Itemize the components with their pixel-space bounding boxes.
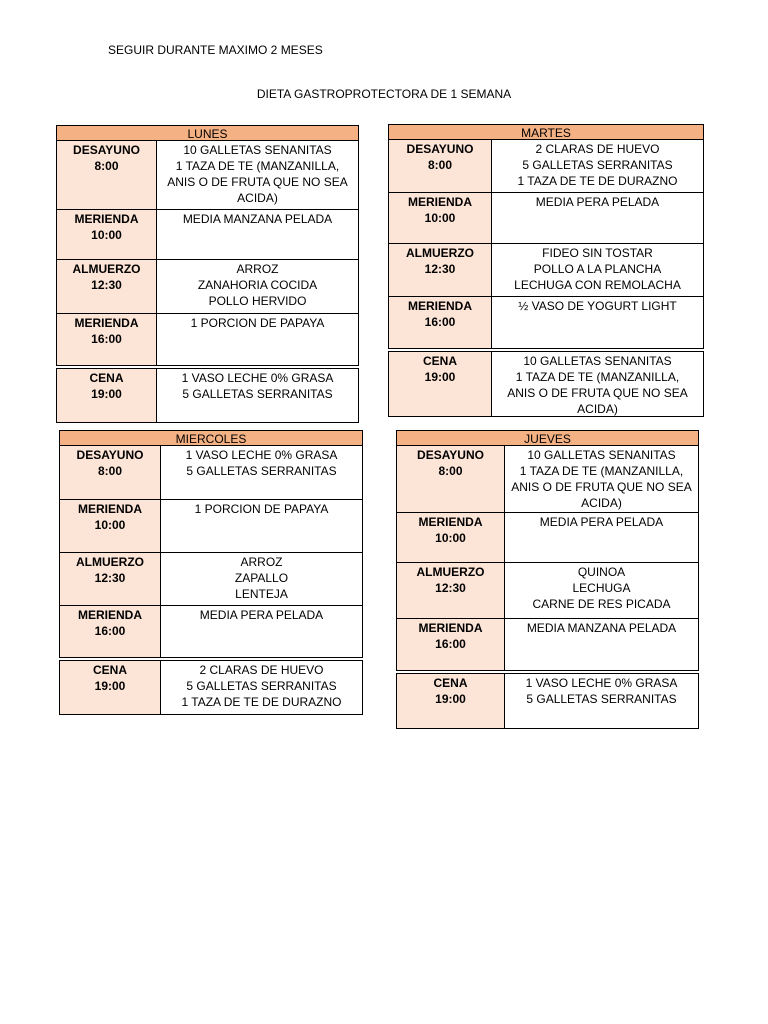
meal-name: CENA [422,354,457,368]
meal-name: MERIENDA [77,502,142,516]
meal-time: 12:30 [94,571,126,585]
meal-items [492,244,703,296]
meal-items [161,661,362,714]
meal-row [59,446,363,500]
food-item: 1 TAZA DE TE DE DURAZNO [181,695,342,709]
meal-label [389,140,492,192]
meal-label [397,619,505,670]
meal-time: 16:00 [91,332,122,346]
meal-row [388,140,704,193]
food-item: 5 GALLETAS SERRANITAS [182,387,333,401]
meal-label [57,314,157,365]
food-item: 5 GALLETAS SERRANITAS [186,679,337,693]
meal-row [388,244,704,297]
meal-time: 12:30 [435,581,466,595]
food-item: 1 VASO LECHE 0% GRASA [181,371,334,385]
meal-items [492,193,703,243]
meal-time: 19:00 [424,370,456,384]
food-item: POLLO HERVIDO [208,294,307,308]
food-item: ZANAHORIA COCIDA [197,278,318,292]
meal-label [389,244,492,296]
food-item: ½ VASO DE YOGURT LIGHT [518,299,677,313]
meal-name: DESAYUNO [73,143,140,157]
food-item: ACIDA) [577,402,618,416]
food-item: 1 TAZA DE TE DE DURAZNO [517,174,678,188]
meal-name: ALMUERZO [416,565,485,579]
meal-items [505,446,698,512]
food-item: 1 VASO LECHE 0% GRASA [525,676,678,690]
food-item: ARROZ [240,555,283,569]
food-item: ACIDA) [581,496,622,510]
meal-label [397,513,505,562]
meal-row [396,446,699,513]
food-item: 1 TAZA DE TE (MANZANILLA, [515,370,680,384]
food-item: LENTEJA [235,587,288,601]
meal-label [397,446,505,512]
food-item: ARROZ [236,262,279,276]
meal-name: ALMUERZO [76,555,144,569]
meal-items [157,141,358,209]
meal-row [56,260,359,314]
meal-name: MERIENDA [77,608,142,622]
meal-row [388,351,704,417]
meal-label [57,369,157,422]
food-item: QUINOA [577,565,626,579]
meal-time: 16:00 [94,624,126,638]
food-item: ZAPALLO [234,571,289,585]
meal-items [157,260,358,313]
meal-items [492,297,703,348]
meal-items [157,314,358,365]
meal-time: 8:00 [438,464,463,478]
food-item: POLLO A LA PLANCHA [533,262,662,276]
food-item: ANIS O DE FRUTA QUE NO SEA [167,175,348,189]
meal-items [505,674,698,728]
meal-items [492,140,703,192]
day-table-martes [388,124,704,417]
day-table-lunes [56,125,359,423]
meal-items [161,446,362,499]
day-header: MIERCOLES [59,430,363,446]
meal-label [389,297,492,348]
meal-row [396,513,699,563]
meal-name: MERIENDA [407,195,472,209]
day-table-miercoles [59,430,363,715]
food-item: 5 GALLETAS SERRANITAS [526,692,677,706]
meal-items [157,210,358,259]
food-item: ACIDA) [237,191,278,205]
food-item: 1 TAZA DE TE (MANZANILLA, [519,464,684,478]
meal-label [60,661,161,714]
meal-row [56,368,359,423]
food-item: 1 PORCION DE PAPAYA [194,502,329,516]
meal-name: DESAYUNO [417,448,484,462]
meal-label [57,210,157,259]
meal-time: 19:00 [435,692,466,706]
meal-time: 12:30 [424,262,456,276]
food-item: 1 VASO LECHE 0% GRASA [185,448,338,462]
meal-time: 10:00 [424,211,456,225]
food-item: MEDIA MANZANA PELADA [182,212,333,226]
meal-time: 19:00 [94,679,126,693]
meal-label [57,141,157,209]
meal-row [388,193,704,244]
day-header: JUEVES [396,430,699,446]
meal-items [157,369,358,422]
meal-label [397,674,505,728]
meal-time: 19:00 [91,387,122,401]
meal-row [59,660,363,715]
meal-name: MERIENDA [418,515,483,529]
food-item: 10 GALLETAS SENANITAS [183,143,332,157]
meal-items [161,553,362,605]
meal-name: DESAYUNO [76,448,144,462]
meal-time: 10:00 [94,518,126,532]
meal-name: CENA [92,663,127,677]
meal-items [505,619,698,670]
food-item: 10 GALLETAS SENANITAS [527,448,676,462]
meal-row [396,673,699,729]
meal-name: CENA [89,371,124,385]
food-item: 10 GALLETAS SENANITAS [523,354,672,368]
meal-time: 12:30 [91,278,122,292]
meal-name: MERIENDA [74,212,139,226]
food-item: 1 PORCION DE PAPAYA [190,316,325,330]
food-item: 1 TAZA DE TE (MANZANILLA, [175,159,340,173]
food-item: LECHUGA CON REMOLACHA [514,278,681,292]
meal-label [60,446,161,499]
duration-note: SEGUIR DURANTE MAXIMO 2 MESES [108,43,323,57]
meal-name: MERIENDA [418,621,483,635]
meal-name: MERIENDA [74,316,139,330]
meal-time: 10:00 [435,531,466,545]
meal-name: MERIENDA [407,299,472,313]
meal-items [505,513,698,562]
meal-label [389,352,492,416]
meal-row [56,141,359,210]
meal-row [388,297,704,349]
meal-row [59,553,363,606]
day-header: MARTES [388,124,704,140]
food-item: LECHUGA [572,581,631,595]
meal-name: ALMUERZO [72,262,141,276]
meal-row [396,619,699,671]
food-item: 5 GALLETAS SERRANITAS [522,158,673,172]
meal-items [161,606,362,657]
meal-name: DESAYUNO [406,142,474,156]
meal-label [60,553,161,605]
food-item: 2 CLARAS DE HUEVO [535,142,660,156]
food-item: ANIS O DE FRUTA QUE NO SEA [507,386,688,400]
meal-time: 16:00 [435,637,466,651]
meal-label [60,500,161,552]
meal-label [57,260,157,313]
meal-name: CENA [433,676,468,690]
meal-time: 8:00 [427,158,453,172]
meal-row [59,500,363,553]
day-header: LUNES [56,125,359,141]
food-item: 5 GALLETAS SERRANITAS [186,464,337,478]
meal-time: 16:00 [424,315,456,329]
food-item: ANIS O DE FRUTA QUE NO SEA [511,480,692,494]
meal-name: ALMUERZO [406,246,474,260]
food-item: MEDIA PERA PELADA [199,608,324,622]
meal-time: 10:00 [91,228,122,242]
food-item: FIDEO SIN TOSTAR [542,246,653,260]
meal-label [389,193,492,243]
food-item: MEDIA PERA PELADA [539,515,664,529]
meal-time: 8:00 [94,159,119,173]
meal-row [396,563,699,619]
meal-label [60,606,161,657]
food-item: MEDIA MANZANA PELADA [526,621,677,635]
food-item: CARNE DE RES PICADA [532,597,671,611]
food-item: 2 CLARAS DE HUEVO [199,663,324,677]
page-title: DIETA GASTROPROTECTORA DE 1 SEMANA [256,87,512,101]
meal-items [505,563,698,618]
meal-time: 8:00 [97,464,123,478]
meal-items [492,352,703,416]
meal-row [56,314,359,366]
meal-label [397,563,505,618]
meal-items [161,500,362,552]
food-item: MEDIA PERA PELADA [535,195,660,209]
meal-row [56,210,359,260]
meal-row [59,606,363,658]
day-table-jueves [396,430,699,729]
